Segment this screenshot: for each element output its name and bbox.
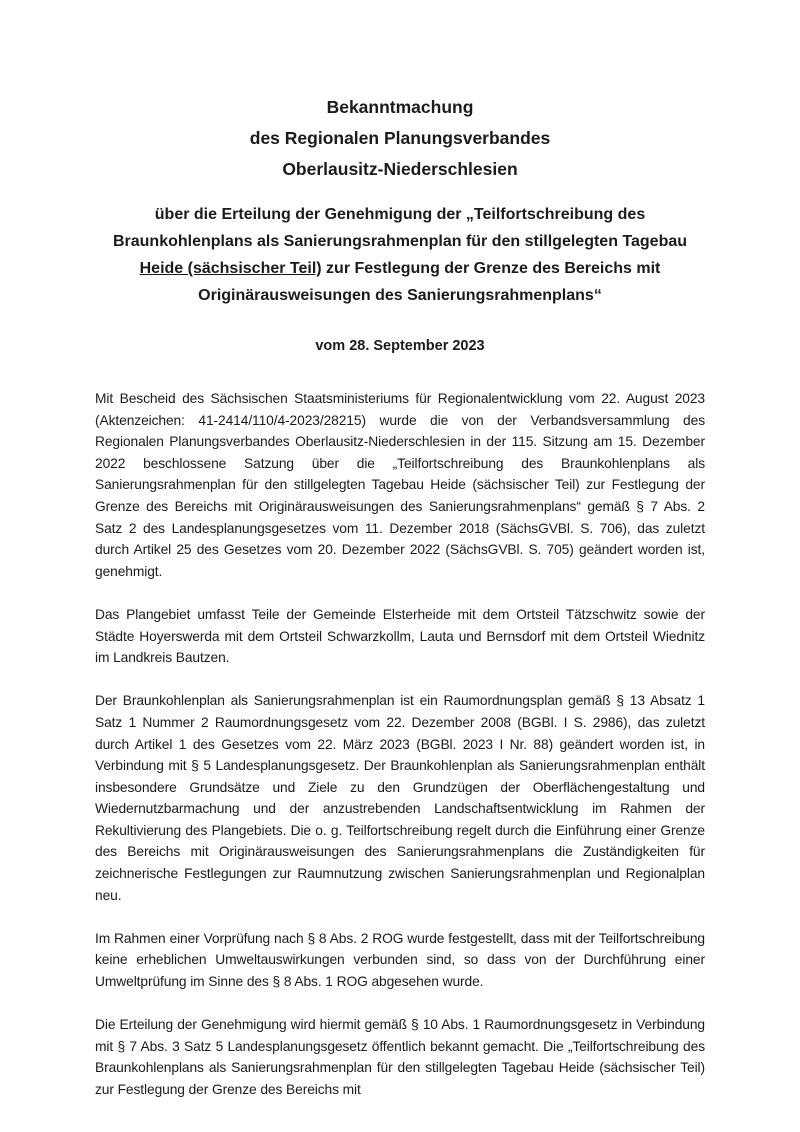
- title-line-1: Bekanntmachung: [326, 97, 474, 117]
- document-body: [95, 388, 705, 1101]
- document-date: vom 28. September 2023: [315, 338, 485, 354]
- body-paragraph-3: Der Braunkohlenplan als Sanierungsrahmenplan ist ein Raumordnungsplan gemäß § 13 Absatz 1 Satz 1 Nummer 2 Raumordnungsgesetz vom 22. Dezember 2008 (BGBl. I S. 2986), das zuletzt durch Artikel 1 des Gesetzes vom 22. März 2023 (BGBl. 2023 I Nr. 88) geändert worden ist, in Verbindung mit § 5 Landesplanungsgesetz. Der Braunkohlenplan als Sanierungsrahmenplan enthält insbesondere Grundsätze und Ziele zu den Grundzügen der Oberflächengestaltung und Wiedernutzbarmachung und der anzustrebenden Landschaftsentwicklung im Rahmen der Rekultivierung des Plangebiets. Die o. g. Teilfortschreibung regelt durch die Einführung einer Grenze des Bereichs mit Originärausweisungen des Sanierungsrahmenplans die Zuständigkeiten für zeichnerische Festlegungen zur Raumnutzung zwischen Sanierungsrahmenplan und Regionalplan neu.: [95, 693, 705, 903]
- body-paragraph-1: Mit Bescheid des Sächsischen Staatsministeriums für Regionalentwicklung vom 22. August 2023 (Aktenzeichen: 41-2414/110/4-2023/28215) wurde die von der Verbandsversammlung des Regionalen Planungsverbandes Oberlausitz-Niederschlesien in der 115. Sitzung am 15. Dezember 2022 beschlossene Satzung über die „Teilfortschreibung des Braunkohlenplans als Sanierungsrahmenplan für den stillgelegten Tagebau Heide (sächsischer Teil) zur Festlegung der Grenze des Bereichs mit Originärausweisungen des Sanierungsrahmenplans“ gemäß § 7 Abs. 2 Satz 2 des Landesplanungsgesetzes vom 11. Dezember 2018 (SächsGVBl. S. 706), das zuletzt durch Artikel 25 des Gesetzes vom 20. Dezember 2022 (SächsGVBl. S. 705) geändert worden ist, genehmigt.: [95, 391, 705, 579]
- document-title: [95, 92, 705, 185]
- subtitle-underlined-text: Heide (sächsischer Teil): [139, 260, 322, 277]
- subtitle-text-after: zur Festlegung der Grenze des Bereichs mit Originärausweisungen des Sanierungsrahmenplans“: [198, 260, 661, 304]
- title-line-3: Oberlausitz-Niederschlesien: [282, 159, 518, 179]
- document-subtitle: [95, 201, 705, 309]
- body-paragraph-5: Die Erteilung der Genehmigung wird hiermit gemäß § 10 Abs. 1 Raumordnungsgesetz in Verbindung mit § 7 Abs. 3 Satz 5 Landesplanungsgesetz öffentlich bekannt gemacht. Die „Teilfortschreibung des Braunkohlenplans als Sanierungsrahmenplan für den stillgelegten Tagebau Heide (sächsischer Teil) zur Festlegung der Grenze des Bereichs mit: [95, 1017, 705, 1097]
- body-paragraph-2: Das Plangebiet umfasst Teile der Gemeinde Elsterheide mit dem Ortsteil Tätzschwitz sowie der Städte Hoyerswerda mit dem Ortsteil Schwarzkollm, Lauta und Bernsdorf mit dem Ortsteil Wiednitz im Landkreis Bautzen.: [95, 606, 705, 666]
- body-paragraph-4: Im Rahmen einer Vorprüfung nach § 8 Abs. 2 ROG wurde festgestellt, dass mit der Teilfortschreibung keine erheblichen Umweltauswirkungen verbunden sind, so dass von der Durchführung einer Umweltprüfung im Sinne des § 8 Abs. 1 ROG abgesehen wurde.: [95, 930, 705, 990]
- title-line-2: des Regionalen Planungsverbandes: [249, 128, 551, 148]
- subtitle-text-before: über die Erteilung der Genehmigung der „Teilfortschreibung des Braunkohlenplans als Sanierungsrahmenplan für den stillgelegten Tagebau: [112, 206, 688, 250]
